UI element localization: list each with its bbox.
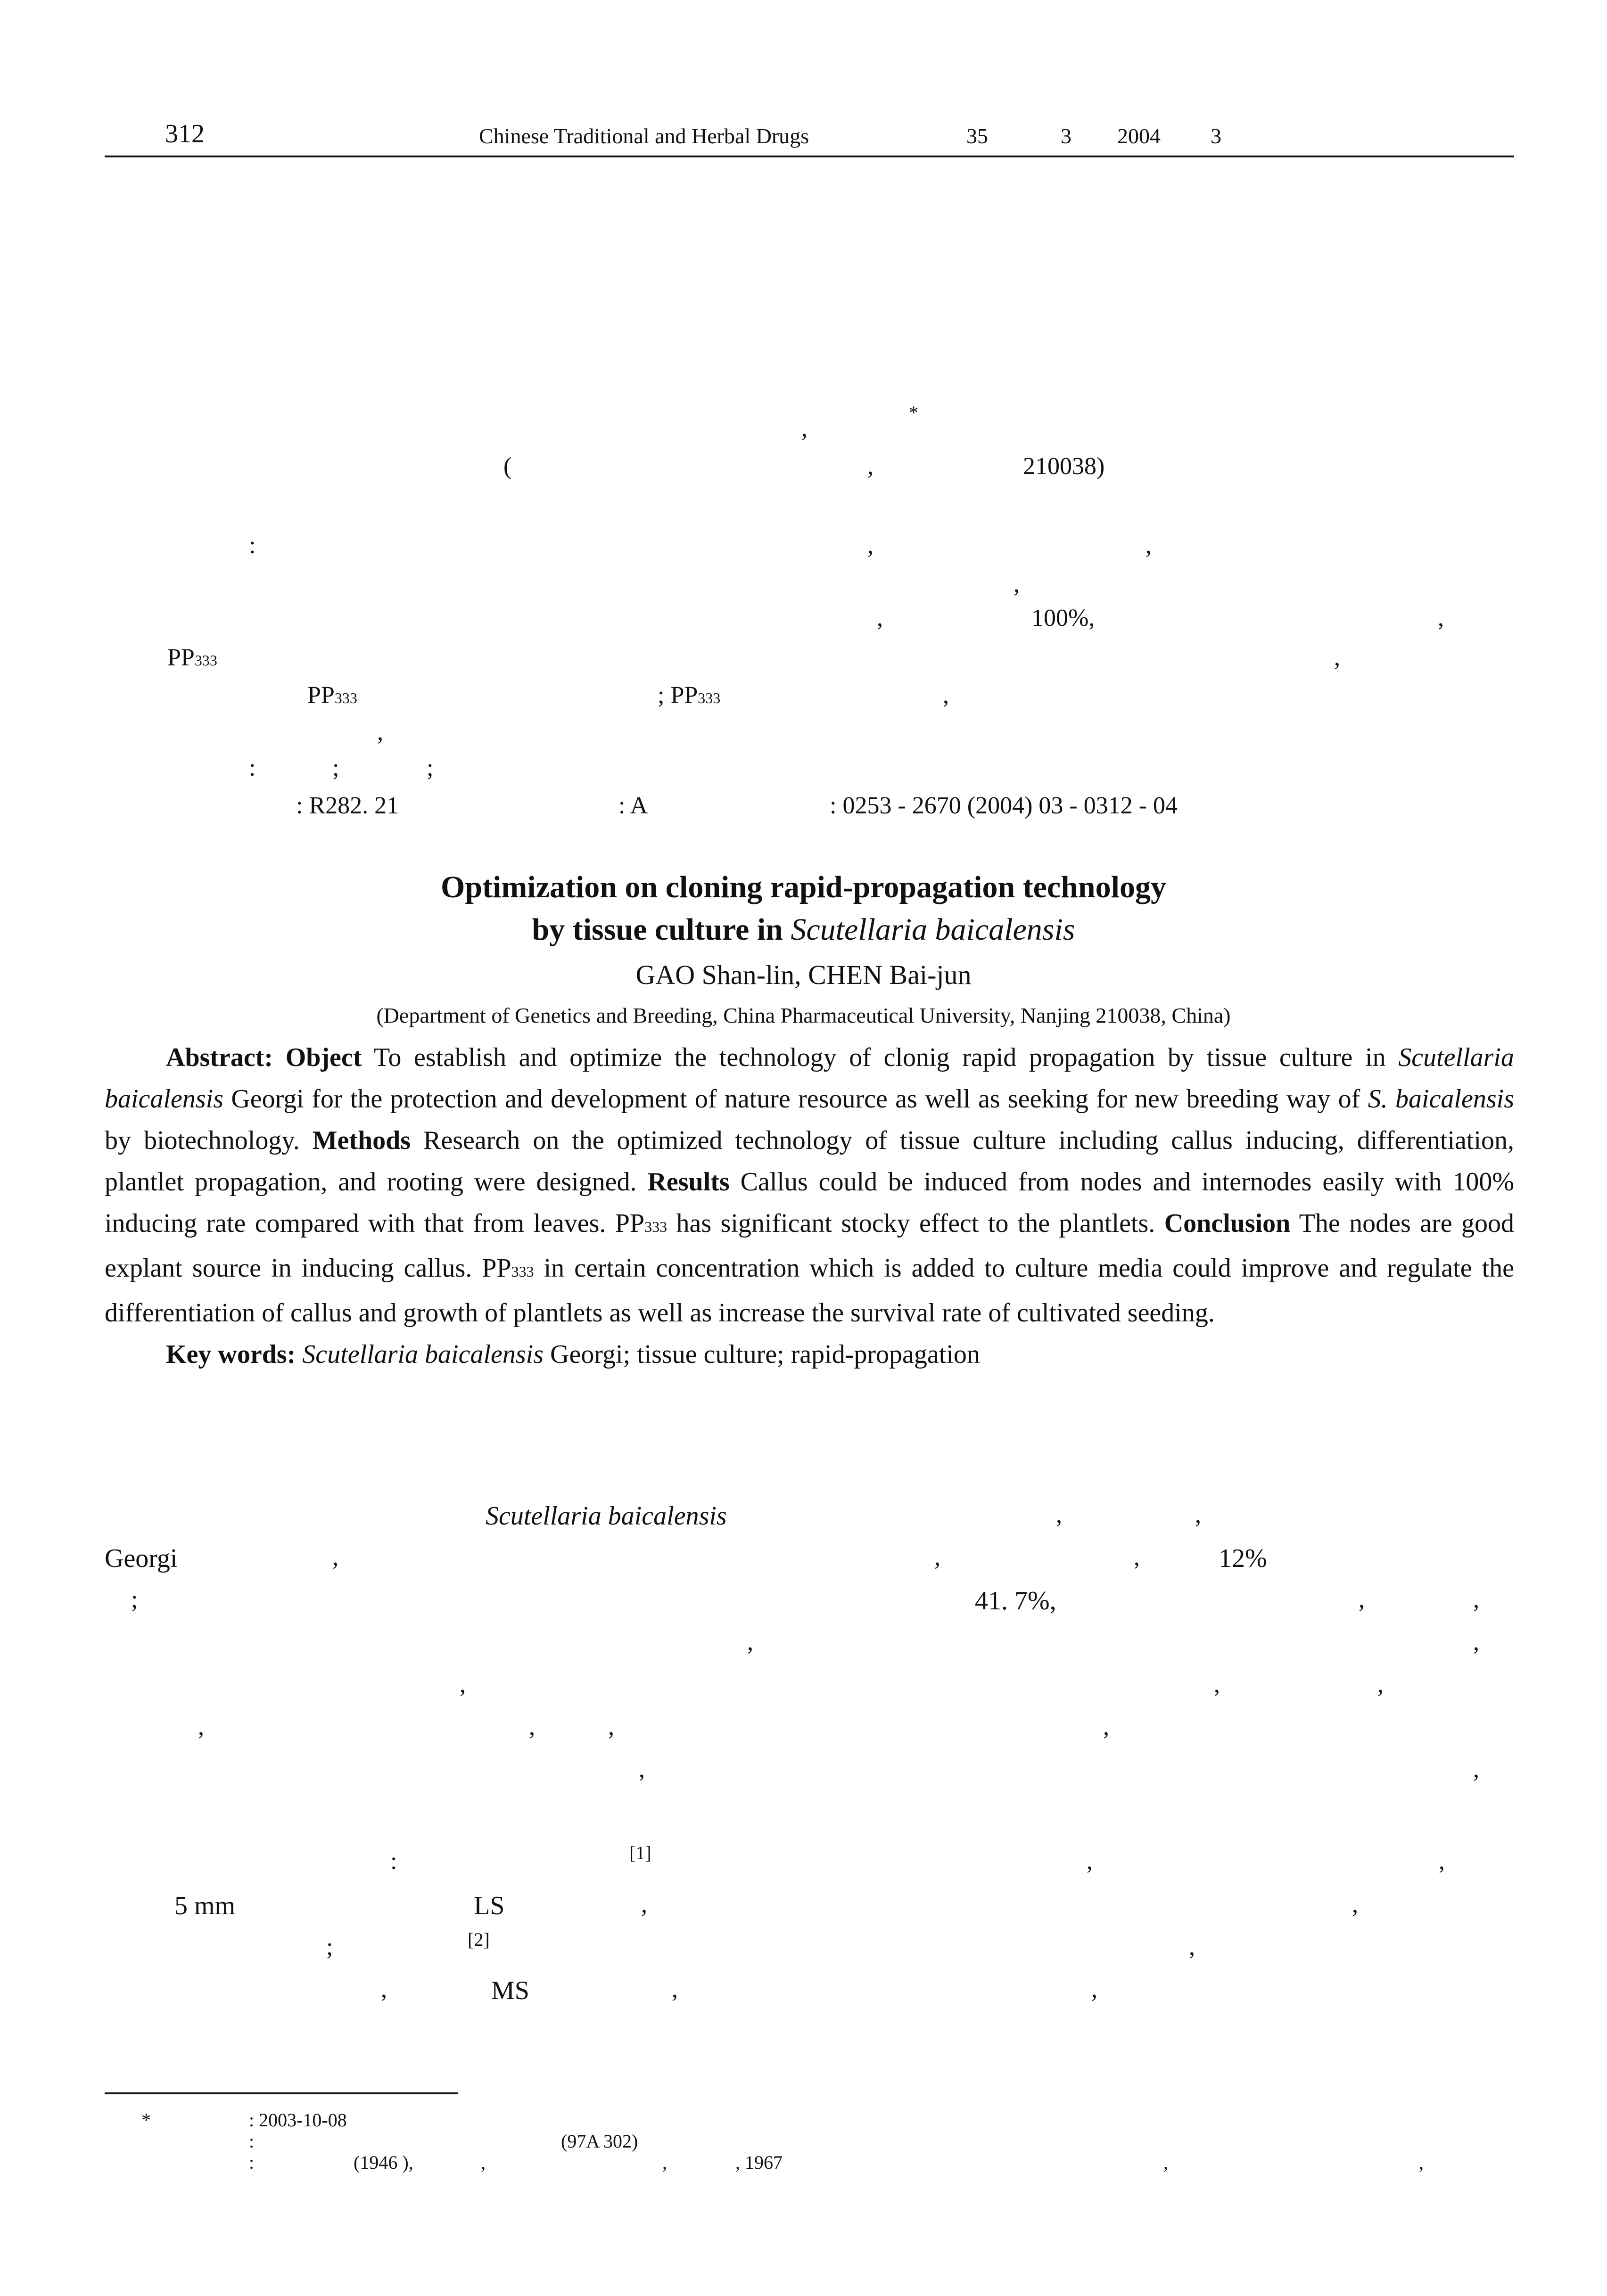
footnote-punct: , [1419, 2152, 1424, 2173]
journal-issue: 3 [1061, 124, 1071, 148]
journal-month: 3 [1211, 124, 1221, 148]
authors-en: GAO Shan-lin, CHEN Bai-jun [635, 959, 972, 990]
results-label: Results [647, 1167, 730, 1197]
abstract-cn-colon: : [249, 532, 256, 559]
footnote-bio-year: (1946 ), [354, 2152, 413, 2173]
abstract-cn-punct: , [877, 605, 883, 631]
abstract-cn-punct: , [1014, 571, 1020, 598]
body-medium-ms: MS [491, 1976, 529, 2005]
body-punct: , [672, 1976, 678, 2003]
article-id: : 0253 - 2670 (2004) 03 - 0312 - 04 [830, 792, 1178, 819]
body-medium-ls: LS [474, 1891, 505, 1920]
abstract-cn-pp333: PP333 [307, 682, 357, 709]
body-punct: , [1195, 1501, 1201, 1528]
body-punct: , [1473, 1586, 1479, 1613]
body-punct: , [1214, 1671, 1220, 1698]
body-punct: , [1359, 1586, 1365, 1613]
abstract-cn-punct: , [943, 682, 949, 709]
body-punct: , [332, 1544, 338, 1571]
abstract-cn-punct: , [1438, 605, 1444, 631]
body-punct: , [639, 1756, 645, 1783]
body-punct: , [460, 1671, 466, 1698]
body-punct: , [1103, 1714, 1109, 1740]
title-en-line2: by tissue culture in Scutellaria baicalensis [532, 912, 1075, 947]
keywords-cn-semicolon: ; [332, 754, 339, 781]
footnote-rule [105, 2092, 458, 2094]
abstract-cn-rate: 100%, [1031, 605, 1095, 631]
footnote-bio-colon: : [249, 2152, 255, 2173]
affiliation-comma: , [867, 453, 874, 480]
body-explant-size: 5 mm [174, 1891, 236, 1920]
document-code: : A [618, 792, 648, 819]
journal-volume: 35 [966, 124, 988, 148]
abstract-en: Abstract: Object To establish and optimize the technology of clonig rapid propagation by tissue culture in Scutellaria baicalensis Georgi for the protection and development of nature resource as well as seeking for new breeding way of S. baicalensis by biotechnology. Methods Research on the optimized technology of tissue culture including callus inducing, differentiation, plantlet propagation, and rooting were designed. Results Callus could be induced from nodes and internodes easily with 100% inducing rate compared with that from leaves. PP333 has significant stocky effect to the plantlets. Conclusion The nodes are good explant source in inducing callus. PP333 in certain concentration which is added to culture media could improve and regulate the differentiation of callus and growth of plantlets as well as increase the survival rate of cultivated seeding. Key words: Scutellaria baicalensis Georgi; tissue culture; rapid-propagation [105, 1037, 1514, 1375]
body-punct: ; [326, 1934, 333, 1960]
journal-name: Chinese Traditional and Herbal Drugs [479, 124, 809, 148]
object-label: Object [285, 1043, 362, 1072]
body-punct: ; [131, 1586, 138, 1613]
author-asterisk: * [909, 402, 918, 423]
body-punct: , [1473, 1629, 1479, 1656]
affiliation-en: (Department of Genetics and Breeding, China Pharmaceutical University, Nanjing 210038, China) [376, 1003, 1231, 1027]
abstract-cn-pp333: ; PP333 [658, 682, 721, 709]
title-en-line1: Optimization on cloning rapid-propagation technology [441, 870, 1166, 904]
body-punct: , [1439, 1848, 1445, 1875]
body-punct: , [198, 1714, 204, 1740]
footnote-asterisk: * [141, 2109, 151, 2131]
footnote-punct: , [662, 2152, 667, 2173]
footnote-fund-colon: : [249, 2131, 255, 2152]
footnote-received: : 2003-10-08 [249, 2109, 347, 2131]
affiliation-open-paren: ( [503, 453, 512, 480]
footnote-fund-code: (97A 302) [561, 2131, 638, 2152]
journal-year: 2004 [1117, 124, 1161, 148]
body-punct: , [608, 1714, 614, 1740]
keywords-cn-semicolon: ; [427, 754, 434, 781]
page-number: 312 [165, 119, 205, 148]
body-percent: 41. 7%, [975, 1586, 1056, 1615]
abstract-cn-punct: , [867, 532, 874, 559]
header-rule [105, 156, 1514, 157]
body-punct: : [390, 1848, 397, 1875]
footnote-punct: , [481, 2152, 486, 2173]
conclusion-label: Conclusion [1164, 1209, 1291, 1238]
body-species: Scutellaria baicalensis [486, 1501, 727, 1531]
keywords-cn-colon: : [249, 754, 256, 781]
body-percent: 12% [1219, 1544, 1267, 1573]
body-punct: , [1087, 1848, 1093, 1875]
body-punct: , [1352, 1891, 1358, 1918]
body-georgi: Georgi [105, 1544, 178, 1573]
footnote-bio-year2: , 1967 [735, 2152, 783, 2173]
footnote-punct: , [1163, 2152, 1168, 2173]
citation-ref-2: [2] [468, 1929, 490, 1950]
body-punct: , [1377, 1671, 1384, 1698]
abstract-cn-pp333: PP333 [167, 644, 217, 671]
body-punct: , [529, 1714, 535, 1740]
body-punct: , [1134, 1544, 1140, 1571]
citation-ref-1: [1] [629, 1842, 651, 1863]
body-punct: , [1189, 1934, 1195, 1960]
keywords-en: Key words: Scutellaria baicalensis Georgi; tissue culture; rapid-propagation [166, 1340, 980, 1369]
abstract-label: Abstract: [166, 1043, 273, 1072]
body-punct: , [1056, 1501, 1062, 1528]
author-comma: , [801, 415, 808, 442]
methods-label: Methods [312, 1126, 411, 1155]
body-punct: , [934, 1544, 940, 1571]
body-punct: , [1091, 1976, 1097, 2003]
abstract-cn-punct: , [1146, 532, 1152, 559]
abstract-cn-punct: , [377, 719, 383, 746]
body-punct: , [641, 1891, 647, 1918]
abstract-cn-punct: , [1334, 644, 1340, 671]
body-punct: , [1473, 1756, 1479, 1783]
body-punct: , [747, 1629, 753, 1656]
clc-number: : R282. 21 [296, 792, 399, 819]
body-punct: , [381, 1976, 387, 2003]
affiliation-postcode: 210038) [1023, 453, 1105, 480]
